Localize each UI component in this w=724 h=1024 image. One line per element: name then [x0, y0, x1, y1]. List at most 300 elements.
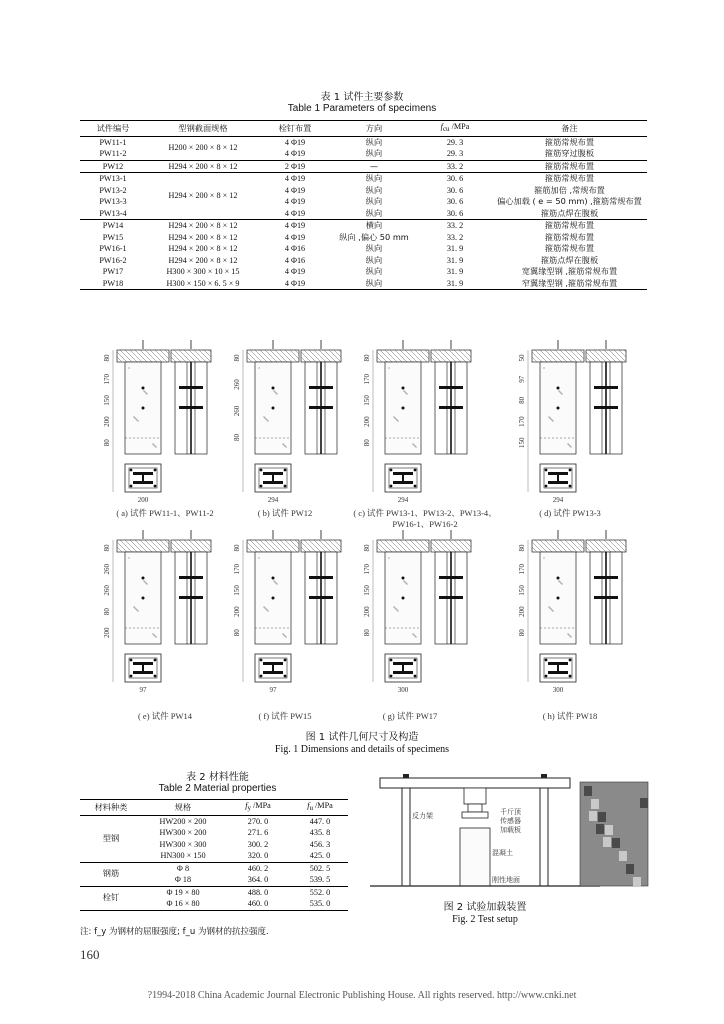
- hatch-line: [329, 540, 341, 552]
- dimension-label: 294: [267, 496, 279, 504]
- table1-cell: 箍筋常规布置: [544, 231, 595, 242]
- hatch-line: [145, 350, 157, 362]
- hatch-line: [405, 350, 417, 362]
- table1-cell: H294 × 200 × 8 × 12: [146, 160, 260, 173]
- dimension-label: 200: [518, 606, 526, 617]
- hatch-line: [290, 540, 299, 549]
- table1-cell: 纵向 ,偏心 50 mm: [339, 231, 409, 242]
- table1-cell: PW16-2: [99, 255, 127, 265]
- stud-marker: [402, 597, 405, 600]
- hatch-line: [540, 350, 552, 362]
- reaction-frame-beam: [380, 778, 570, 788]
- dimension-label: 294: [397, 496, 409, 504]
- stud-marker: [402, 407, 405, 410]
- hatch-line: [594, 350, 606, 362]
- table1-cell: PW14: [102, 221, 124, 230]
- concrete-aggregate: [273, 580, 274, 581]
- rebar-section: [260, 469, 263, 472]
- stud-marker: [557, 387, 560, 390]
- table1-cell: 横向: [365, 220, 383, 230]
- hatch-line: [410, 350, 422, 362]
- hatch-line: [247, 357, 252, 362]
- stud: [594, 406, 618, 409]
- steel-web-section: [557, 662, 559, 674]
- hatch-line: [439, 540, 451, 552]
- table-row: [80, 266, 647, 278]
- hatch-line: [117, 547, 122, 552]
- hatch-line: [265, 540, 277, 552]
- label-jack: 千斤顶: [500, 808, 521, 816]
- hatch-line: [120, 350, 132, 362]
- concrete-aggregate: [154, 445, 155, 446]
- concrete-aggregate: [133, 606, 134, 607]
- stud-marker: [557, 577, 560, 580]
- concrete-aggregate: [405, 582, 406, 583]
- table1-cell: 偏心加载 ( e = 50 mm) ,箍筋常规布置: [497, 196, 642, 206]
- concrete-aggregate: [543, 367, 544, 368]
- dimension-label: 260: [103, 585, 111, 596]
- table1-cell: 纵向: [365, 254, 383, 265]
- table1-cell: H294 × 200 × 8 × 12: [168, 244, 238, 253]
- concrete-aggregate: [393, 416, 394, 417]
- hatch-line: [301, 547, 306, 552]
- sensor: [468, 804, 482, 812]
- rebar-section: [130, 675, 133, 678]
- stud: [439, 406, 463, 409]
- hatch-line: [570, 350, 582, 362]
- hatch-line: [420, 350, 429, 359]
- dimension-label: 80: [518, 544, 526, 552]
- concrete-aggregate: [394, 417, 395, 418]
- concrete-aggregate: [570, 446, 571, 447]
- hatch-line: [444, 350, 456, 362]
- table1-cell: 纵向: [365, 184, 383, 195]
- hatch-line: [580, 540, 584, 544]
- table1-title-cn: 表 1 试件主要参数: [320, 92, 404, 103]
- concrete-aggregate: [393, 606, 394, 607]
- concrete-aggregate: [145, 392, 146, 393]
- hatch-line: [295, 540, 299, 544]
- concrete-aggregate: [145, 582, 146, 583]
- hatch-line: [290, 350, 299, 359]
- hatch-line: [314, 350, 326, 362]
- hatch-line: [171, 352, 181, 362]
- table2-cell: 435. 8: [309, 828, 331, 837]
- hatch-line: [150, 350, 162, 362]
- concrete-aggregate: [388, 557, 389, 558]
- table1-cell: 2 Φ19: [260, 160, 330, 173]
- table1-cell: PW11-1: [99, 137, 127, 147]
- table1-cell: PW18: [80, 278, 146, 290]
- figure1-drawings: [0, 335, 724, 755]
- hatch-line: [314, 540, 326, 552]
- hatch-line: [439, 350, 451, 362]
- rebar-section: [260, 675, 263, 678]
- table2-col-spec: 规格: [142, 800, 224, 816]
- table1-cell: 4 Φ16: [284, 255, 306, 265]
- table2-cell: Φ 16 × 80: [142, 898, 224, 910]
- table1-cell: PW11-2: [80, 148, 146, 160]
- hatch-line: [395, 350, 407, 362]
- concrete-aggregate: [569, 445, 570, 446]
- rebar-section: [154, 485, 157, 488]
- dimension-label: 80: [233, 354, 241, 362]
- table1-cell: 29. 3: [446, 137, 464, 147]
- hatch-line: [285, 350, 297, 362]
- frame-cap: [403, 774, 409, 778]
- dimension-label: 170: [363, 373, 371, 385]
- stud: [594, 596, 618, 599]
- hatch-line: [555, 350, 567, 362]
- stud: [594, 576, 618, 579]
- hatch-line: [444, 540, 456, 552]
- reaction-frame-column: [402, 788, 410, 886]
- table1-cell: —: [330, 160, 418, 173]
- photo-detail: [633, 877, 641, 887]
- table2-cell: 270. 0: [247, 816, 269, 826]
- concrete-aggregate: [414, 635, 415, 636]
- stud: [439, 386, 463, 389]
- concrete-aggregate: [568, 634, 569, 635]
- hatch-line: [117, 352, 127, 362]
- hatch-line: [199, 350, 211, 362]
- test-photo: [580, 782, 648, 886]
- hatch-line: [560, 540, 572, 552]
- hatch-line: [247, 542, 257, 552]
- hatch-line: [171, 357, 176, 362]
- concrete-aggregate: [551, 609, 552, 610]
- table-row: [80, 886, 348, 898]
- figure2-drawing: [370, 770, 650, 900]
- rebar-section: [390, 485, 393, 488]
- hatch-line: [431, 542, 441, 552]
- concrete-aggregate: [560, 582, 561, 583]
- concrete-aggregate: [263, 606, 264, 607]
- dimension-label: 80: [103, 608, 111, 616]
- concrete-aggregate: [264, 607, 265, 608]
- concrete-aggregate: [274, 581, 275, 582]
- dimension-label: 260: [233, 405, 241, 417]
- table2-cell: 320. 0: [224, 850, 292, 862]
- dimension-label: 80: [233, 434, 241, 441]
- table2-header-row: [80, 800, 348, 816]
- dimension-label: 260: [103, 563, 111, 575]
- hatch-line: [614, 350, 626, 362]
- dimension-label: 170: [363, 563, 371, 575]
- hatch-line: [189, 350, 201, 362]
- hatch-line: [535, 540, 547, 552]
- hatch-line: [532, 357, 537, 362]
- dimension-label: 80: [363, 439, 371, 447]
- stud: [439, 596, 463, 599]
- hatch-line: [449, 350, 461, 362]
- dimension-label: 200: [137, 496, 149, 504]
- hatch-line: [260, 350, 272, 362]
- concrete-aggregate: [155, 636, 156, 637]
- table-row: [80, 862, 348, 874]
- hatch-line: [400, 540, 412, 552]
- concrete-aggregate: [275, 582, 276, 583]
- hatch-line: [174, 350, 186, 362]
- hatch-line: [117, 542, 127, 552]
- table1-col-direction: 方向: [330, 121, 418, 137]
- table1-cell: PW13-2: [99, 185, 127, 195]
- rebar-section: [569, 675, 572, 678]
- hatch-line: [604, 540, 616, 552]
- stud: [309, 576, 333, 579]
- stud: [179, 596, 203, 599]
- table2-cell: HW300 × 200: [159, 828, 207, 837]
- dimension-label: 150: [518, 437, 526, 449]
- dimension-label: 200: [363, 416, 371, 427]
- hatch-line: [459, 540, 471, 552]
- hatch-line: [420, 540, 429, 549]
- concrete-aggregate: [133, 416, 134, 417]
- concrete-aggregate: [558, 580, 559, 581]
- concrete-aggregate: [561, 393, 562, 394]
- hatch-line: [184, 350, 196, 362]
- rebar-section: [284, 469, 287, 472]
- table1-cell: H294 × 200 × 8 × 12: [168, 221, 238, 230]
- concrete-aggregate: [258, 557, 259, 558]
- hatch-line: [160, 540, 169, 549]
- dimension-label: 97: [518, 375, 526, 383]
- rebar-section: [260, 659, 263, 662]
- concrete-aggregate: [146, 583, 147, 584]
- hatch-line: [599, 540, 611, 552]
- hatch-line: [540, 540, 552, 552]
- table1-cell: 宽翼缘型钢 ,箍筋常规布置: [521, 266, 618, 276]
- concrete-aggregate: [395, 608, 396, 609]
- dimension-label: 80: [363, 354, 371, 362]
- concrete-aggregate: [137, 610, 138, 611]
- concrete-aggregate: [397, 610, 398, 611]
- table1-cell: 箍筋点焊在腹板: [540, 254, 599, 265]
- hatch-line: [150, 540, 162, 552]
- stud: [179, 406, 203, 409]
- table2-note: 注: f_y 为钢材的屈服强度; f_u 为钢材的抗拉强度.: [80, 927, 269, 937]
- hatch-line: [434, 540, 446, 552]
- hatch-line: [301, 542, 311, 552]
- hatch-line: [304, 540, 316, 552]
- concrete-aggregate: [558, 390, 559, 391]
- table2-cell: Φ 8: [176, 863, 190, 873]
- label-concrete: 混凝土: [492, 849, 513, 857]
- concrete-aggregate: [284, 635, 285, 636]
- dimension-label: 300: [552, 686, 564, 694]
- dimension-label: 200: [233, 606, 241, 617]
- photo-detail: [612, 838, 620, 848]
- table1-cell: 纵向: [330, 148, 418, 160]
- hatch-line: [301, 357, 306, 362]
- table2-cell: 300. 2: [247, 839, 269, 849]
- concrete-aggregate: [144, 581, 145, 582]
- hatch-line: [434, 350, 446, 362]
- table2-col-fy: fy /MPa: [224, 800, 292, 816]
- jack: [464, 788, 486, 804]
- table2-cell: 460. 0: [224, 898, 292, 910]
- table1-cell: 31. 9: [418, 278, 492, 290]
- stud: [179, 386, 203, 389]
- hatch-line: [390, 540, 402, 552]
- hatch-line: [250, 540, 262, 552]
- concrete-aggregate: [282, 443, 283, 444]
- hatch-line: [171, 547, 176, 552]
- dimension-label: 97: [269, 686, 277, 694]
- hatch-line: [454, 350, 466, 362]
- hatch-line: [130, 540, 142, 552]
- table1-cell: 33. 2: [418, 160, 492, 173]
- figure1-caption-en: Fig. 1 Dimensions and details of specimens: [274, 744, 450, 755]
- label-reaction-frame: 反力架: [412, 812, 433, 820]
- rebar-section: [260, 485, 263, 488]
- hatch-line: [301, 352, 311, 362]
- table1-cell: PW12: [80, 160, 146, 173]
- concrete-aggregate: [404, 391, 405, 392]
- photo-detail: [598, 812, 606, 822]
- table1-cell: H294 × 200 × 8 × 12: [146, 173, 260, 220]
- table1-col-remark: 备注: [492, 121, 647, 137]
- hatch-line: [532, 352, 542, 362]
- table1-cell: 30. 6: [446, 197, 464, 206]
- table2-cell: 447. 0: [309, 816, 331, 826]
- hatch-line: [260, 540, 272, 552]
- table1-cell: 4 Φ19: [284, 221, 306, 230]
- dimension-label: 80: [233, 629, 241, 637]
- photo-detail: [589, 811, 597, 821]
- hatch-line: [155, 350, 167, 362]
- concrete-aggregate: [267, 610, 268, 611]
- concrete-aggregate: [413, 444, 414, 445]
- hatch-line: [319, 540, 331, 552]
- concrete-aggregate: [551, 419, 552, 420]
- dimension-label: 170: [518, 563, 526, 575]
- specimen: [460, 828, 490, 886]
- table2-cell: 271. 6: [247, 828, 269, 837]
- concrete-aggregate: [134, 607, 135, 608]
- hatch-line: [280, 540, 292, 552]
- concrete-aggregate: [388, 367, 389, 368]
- dimension-label: 170: [103, 373, 111, 385]
- concrete-aggregate: [135, 608, 136, 609]
- hatch-line: [120, 540, 132, 552]
- rebar-section: [130, 485, 133, 488]
- hatch-line: [550, 540, 562, 552]
- dimension-label: 150: [363, 585, 371, 596]
- hatch-line: [135, 540, 147, 552]
- hatch-line: [319, 350, 331, 362]
- dimension-label: 200: [103, 627, 111, 639]
- photo-detail: [584, 786, 592, 796]
- hatch-line: [594, 540, 606, 552]
- hatch-line: [117, 357, 122, 362]
- table2-cell: 460. 2: [247, 863, 269, 873]
- hatch-line: [609, 350, 621, 362]
- dimension-label: 294: [552, 496, 564, 504]
- hatch-line: [609, 540, 621, 552]
- hatch-line: [599, 350, 611, 362]
- rebar-section: [390, 675, 393, 678]
- frame-cap: [541, 774, 547, 778]
- concrete-aggregate: [136, 419, 137, 420]
- table1-cell: 箍筋点焊在腹板: [492, 208, 647, 220]
- table-row: [80, 255, 647, 267]
- stud-marker: [142, 407, 145, 410]
- hatch-line: [560, 350, 572, 362]
- table1-cell: H200 × 200 × 8 × 12: [146, 136, 260, 160]
- concrete-aggregate: [155, 446, 156, 447]
- dimension-label: 300: [397, 686, 409, 694]
- hatch-line: [570, 540, 582, 552]
- stud-marker: [272, 387, 275, 390]
- concrete-aggregate: [152, 443, 153, 444]
- table1-cell: 29. 3: [418, 148, 492, 160]
- table2-title-en: Table 2 Material properties: [158, 783, 277, 794]
- rebar-section: [130, 659, 133, 662]
- concrete-aggregate: [552, 420, 553, 421]
- hatch-line: [377, 542, 387, 552]
- table-row: [80, 243, 647, 255]
- hatch-line: [189, 540, 201, 552]
- table1-cell: PW13-3: [99, 197, 127, 206]
- table1-cell: 箍筋加倍 ,常规布置: [534, 184, 605, 195]
- hatch-line: [415, 350, 427, 362]
- concrete-aggregate: [548, 606, 549, 607]
- concrete-aggregate: [405, 392, 406, 393]
- table2-cell: 552. 0: [309, 887, 331, 897]
- table2-cell: 456. 3: [309, 839, 331, 849]
- table1-cell: 4 Φ19: [284, 174, 306, 183]
- photo-detail: [619, 851, 627, 861]
- concrete-aggregate: [559, 391, 560, 392]
- fig1-panel-c-caption-2: PW16-1、PW16-2: [392, 519, 458, 529]
- concrete-aggregate: [276, 583, 277, 584]
- concrete-aggregate: [276, 393, 277, 394]
- concrete-aggregate: [144, 391, 145, 392]
- table1-col-section: 型钢截面规格: [146, 121, 260, 137]
- table1-cell: 箍筋常规布置: [544, 136, 595, 147]
- table1-cell: 纵向: [365, 173, 383, 183]
- concrete-aggregate: [258, 367, 259, 368]
- hatch-line: [255, 540, 267, 552]
- hatch-line: [586, 357, 591, 362]
- hatch-line: [179, 540, 191, 552]
- fig1-panel-e-caption: ( e) 试件 PW14: [137, 711, 193, 721]
- table1-cell: 31. 9: [446, 255, 464, 265]
- hatch-line: [545, 350, 557, 362]
- rebar-section: [414, 675, 417, 678]
- hatch-line: [575, 350, 584, 359]
- hatch-line: [179, 350, 191, 362]
- photo-detail: [603, 837, 611, 847]
- table-row: [80, 173, 647, 185]
- table1-cell: PW13-1: [99, 174, 127, 183]
- dimension-label: 260: [233, 379, 241, 390]
- table-row: [80, 136, 647, 148]
- concrete-aggregate: [284, 445, 285, 446]
- table2-cell: 488. 0: [247, 887, 269, 897]
- rebar-section: [390, 659, 393, 662]
- concrete-aggregate: [550, 608, 551, 609]
- copyright-line: ?1994-2018 China Academic Journal Electronic Publishing House. All rights reserved. http://www.cnki.net: [147, 990, 577, 1001]
- table1-cell: H294 × 200 × 8 × 12: [168, 232, 238, 242]
- concrete-aggregate: [403, 390, 404, 391]
- concrete-aggregate: [559, 581, 560, 582]
- hatch-line: [565, 350, 577, 362]
- dimension-label: 80: [363, 629, 371, 637]
- dimension-label: 150: [233, 585, 241, 596]
- hatch-line: [425, 540, 429, 544]
